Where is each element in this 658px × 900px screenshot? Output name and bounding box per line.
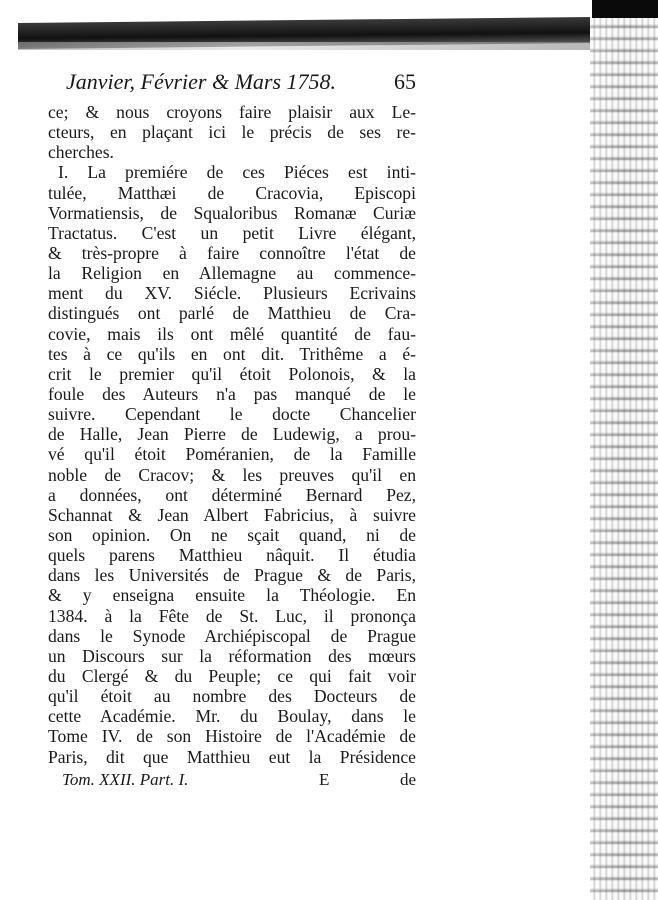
text-line: suivre. Cependant le docte Chancelier — [48, 404, 416, 425]
text-line: quels parens Matthieu nâquit. Il étudia — [48, 545, 416, 566]
text-line: du Clergé & du Peuple; ce qui fait voir — [48, 665, 416, 686]
text-line: ce; & nous croyons faire plaisir aux Le- — [48, 102, 416, 122]
text-line: I. La premiére de ces Piéces est inti- — [58, 162, 416, 183]
running-head — [48, 62, 416, 102]
running-head-title: Janvier, Février & Mars 1758. — [66, 69, 337, 94]
scan-top-edge — [18, 42, 590, 50]
text-line: covie, mais ils ont mêlé quantité de fau- — [48, 323, 416, 344]
text-line: Paris, dit que Matthieu eut la Présidence — [48, 746, 416, 767]
text-line: a données, ont déterminé Bernard Pez, — [48, 484, 416, 505]
text-line: tulée, Matthæi de Cracovia, Episcopi — [48, 182, 416, 203]
text-line: & très-propre à faire connoître l'état de — [48, 242, 416, 263]
text-line: crit le premier qu'il étoit Polonois, & la — [48, 363, 416, 384]
text-line: cteurs, en plaçant ici le précis de ses re- — [48, 122, 416, 143]
text-line: un Discours sur la réformation des mœurs — [48, 645, 416, 666]
text-line: son opinion. On ne sçait quand, ni de — [48, 524, 416, 545]
text-line: dans les Universités de Prague & de Paris, — [48, 565, 416, 586]
text-line: & y enseigna ensuite la Théologie. En — [48, 585, 416, 606]
text-line: la Religion en Allemagne au commence- — [48, 263, 416, 284]
signature-mark: E — [318, 769, 330, 789]
volume-marker: Tom. XXII. Part. I. — [62, 769, 189, 789]
text-line: Tome IV. de son Histoire de l'Académie de — [48, 726, 416, 747]
page-footer — [48, 769, 416, 791]
text-line: Schannat & Jean Albert Fabricius, à suivre — [48, 504, 416, 525]
book-page — [48, 62, 416, 791]
text-line: Tractatus. C'est un petit Livre élégant, — [48, 222, 416, 243]
text-line: foule des Auteurs n'a pas manqué de le — [48, 383, 416, 404]
catchword: de — [399, 769, 416, 789]
book-page-edges — [590, 18, 658, 900]
text-line: ment du XV. Siécle. Plusieurs Ecrivains — [48, 283, 416, 304]
text-line: cherches. — [48, 142, 114, 163]
text-line: noble de Cracov; & les preuves qu'il en — [48, 464, 416, 485]
text-line: vé qu'il étoit Poméranien, de la Famille — [48, 444, 416, 465]
text-line: distingués ont parlé de Matthieu de Cra- — [48, 303, 416, 324]
page-number: 65 — [394, 69, 416, 94]
text-line: Vormatiensis, de Squaloribus Romanæ Curiæ — [48, 202, 416, 223]
text-line: cette Académie. Mr. du Boulay, dans le — [48, 706, 416, 727]
text-line: qu'il étoit au nombre des Docteurs de — [48, 686, 416, 707]
body-text — [48, 102, 416, 767]
text-line: tes à ce qu'ils en ont dit. Trithême a é- — [48, 343, 416, 364]
text-line: 1384. à la Fête de St. Luc, il prononça — [48, 605, 416, 626]
text-line: de Halle, Jean Pierre de Ludewig, a prou- — [48, 424, 416, 445]
text-line: dans le Synode Archiépiscopal de Prague — [48, 625, 416, 646]
scan-corner-shadow — [592, 0, 658, 18]
